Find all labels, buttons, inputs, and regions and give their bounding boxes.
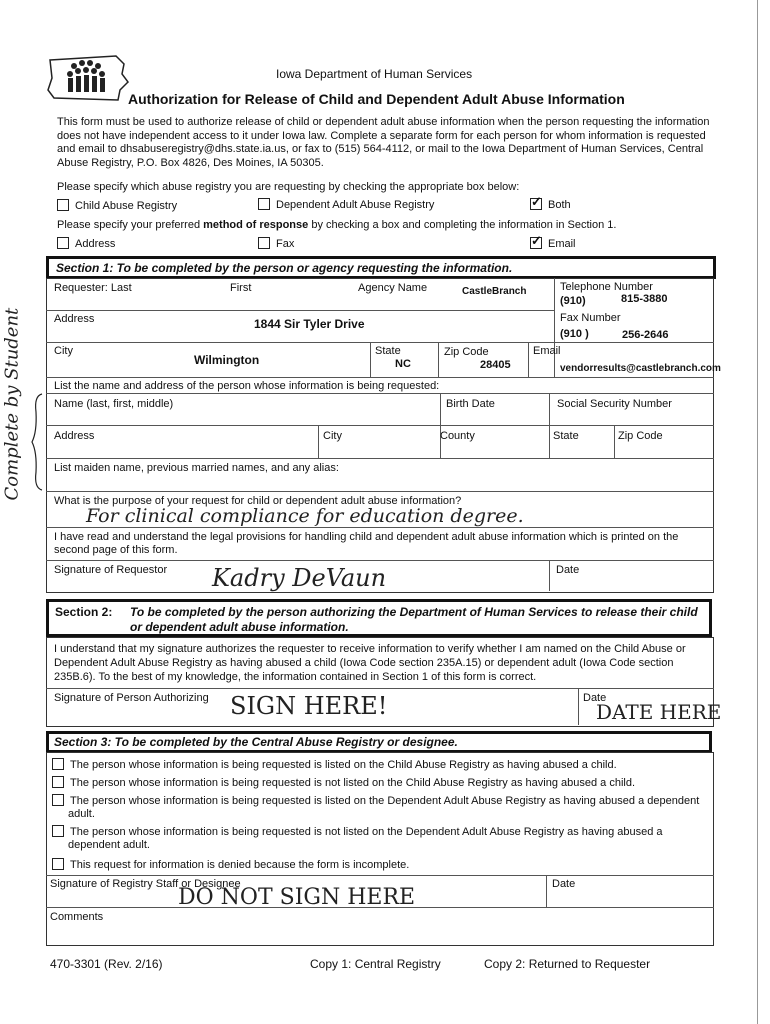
form-title: Authorization for Release of Child and Dependent Adult Abuse Information [128, 91, 625, 107]
registry-staff-date-label: Date [552, 878, 576, 890]
subject-address-label: Address [54, 430, 95, 442]
agency-name-label: Agency Name [358, 282, 428, 294]
checkbox[interactable] [52, 758, 64, 770]
margin-note: Complete by Student [1, 307, 23, 501]
subject-city-label: City [323, 430, 342, 442]
legal-provisions-text: I have read and understand the legal provisions for handling child and dependent adult abuse information which is printed on the second page of this form. [54, 531, 679, 556]
registry-result-item[interactable]: The person whose information is being requested is not listed on the Dependent Adult Abuse Registry as having abused a dependent adult. [52, 825, 698, 852]
registry-result-item[interactable]: This request for information is denied because the form is incomplete. [52, 858, 702, 872]
response-fax-option[interactable]: Fax [258, 237, 294, 251]
registry-adult-option[interactable]: Dependent Adult Abuse Registry [258, 198, 434, 212]
checkbox[interactable] [258, 198, 270, 210]
zip-code-value[interactable]: 28405 [480, 359, 511, 371]
authorizing-date[interactable]: DATE HERE [596, 700, 722, 724]
agency-name-value[interactable]: CastleBranch [462, 286, 527, 297]
authorizing-signature[interactable]: SIGN HERE! [230, 692, 388, 720]
copy2-label: Copy 2: Returned to Requester [484, 957, 651, 971]
checkbox-checked[interactable] [530, 237, 542, 249]
subject-prompt: List the name and address of the person whose information is being requested: [54, 380, 440, 392]
email-label: Email [533, 345, 561, 357]
section2-consent-text: I understand that my signature authorizes the requester to receive information to verify whether I am named on the Child Abuse or Dependent Adult Abuse Registry as having abused a child (Iowa Code section 235A.15) or dependent adult (Iowa Code section 235B.6). To the best of my knowledge, the information contained in Section 1 of this form is correct. [54, 643, 686, 683]
purpose-handwritten-value[interactable]: For clinical compliance for education degree. [86, 505, 524, 527]
comments-label: Comments [50, 911, 104, 923]
section2-header: Section 2: To be completed by the person authorizing the Department of Human Services to release their child or dependent adult abuse information. [46, 599, 712, 637]
requestor-signature[interactable]: Kadry DeVaun [212, 564, 387, 592]
registry-result-item[interactable]: The person whose information is being requested is not listed on the Child Abuse Registry as having abused a child. [52, 776, 702, 790]
telephone-area-code[interactable]: (910) [560, 295, 586, 307]
address-label: Address [54, 313, 95, 325]
department-name: Iowa Department of Human Services [276, 67, 473, 81]
telephone-label: Telephone Number [560, 281, 653, 293]
checkbox[interactable] [52, 825, 64, 837]
requestor-signature-label: Signature of Requestor [54, 564, 168, 576]
fax-label: Fax Number [560, 312, 621, 324]
authorizing-signature-label: Signature of Person Authorizing [54, 692, 209, 704]
subject-name-label: Name (last, first, middle) [54, 398, 174, 410]
response-prompt: Please specify your preferred method of response by checking a box and completing the information in Section 1. [57, 219, 617, 231]
address-value[interactable]: 1844 Sir Tyler Drive [254, 317, 365, 331]
registry-child-option[interactable]: Child Abuse Registry [57, 199, 177, 213]
telephone-number[interactable]: 815-3880 [621, 293, 668, 305]
intro-text: This form must be used to authorize release of child or dependent adult abuse information when the person requesting the information does not have independent access to it under Iowa law. Complete a separate form for each person for whom information is requested and email to dhsabuseregistry@dhs.state.ia.us, or fax to (515) 564-4112, or mail to the Iowa Department of Human Services, Central Abuse Registry, P.O. Box 4826, Des Moines, IA 50305. [57, 116, 710, 169]
zip-code-label: Zip Code [444, 346, 489, 358]
authorizing-date-label: Date [583, 692, 607, 704]
registry-both-option[interactable]: ✓ Both [530, 198, 571, 212]
checkbox[interactable] [52, 858, 64, 870]
checkbox[interactable] [52, 794, 64, 806]
state-label: State [375, 345, 401, 357]
registry-staff-signature[interactable]: DO NOT SIGN HERE [178, 885, 416, 910]
checkbox[interactable] [52, 776, 64, 788]
section3-header: Section 3: To be completed by the Central Abuse Registry or designee. [46, 731, 712, 753]
subject-state-label: State [553, 430, 579, 442]
registry-staff-signature-label: Signature of Registry Staff or Designee [50, 878, 241, 890]
maiden-names-label: List maiden name, previous married names, and any alias: [54, 462, 339, 474]
copy1-label: Copy 1: Central Registry [310, 957, 441, 971]
section1-header: Section 1: To be completed by the person or agency requesting the information. [46, 256, 716, 279]
margin-bracket [30, 392, 44, 492]
registry-result-item[interactable]: The person whose information is being requested is listed on the Dependent Adult Abuse Registry as having abused a dependent adult. [52, 794, 723, 821]
checkbox[interactable] [57, 199, 69, 211]
county-label: County [440, 430, 475, 442]
response-email-option[interactable]: ✓ Email [530, 237, 576, 251]
city-label: City [54, 345, 73, 357]
registry-prompt: Please specify which abuse registry you are requesting by checking the appropriate box below: [57, 181, 520, 193]
registry-result-item[interactable]: The person whose information is being requested is listed on the Child Abuse Registry as having abused a child. [52, 758, 702, 772]
city-value[interactable]: Wilmington [194, 353, 260, 367]
first-name-label: First [230, 282, 252, 294]
purpose-label: What is the purpose of your request for child or dependent adult abuse information? [54, 495, 462, 507]
form-number: 470-3301 (Rev. 2/16) [50, 957, 163, 971]
fax-number[interactable]: 256-2646 [622, 329, 669, 341]
email-value[interactable]: vendorresults@castlebranch.com [560, 363, 721, 374]
ssn-label: Social Security Number [557, 398, 672, 410]
subject-zip-label: Zip Code [618, 430, 663, 442]
checkbox-checked[interactable] [530, 198, 542, 210]
fax-area-code[interactable]: (910 ) [560, 328, 589, 340]
state-value[interactable]: NC [395, 358, 411, 370]
response-address-option[interactable]: Address [57, 237, 115, 251]
birth-date-label: Birth Date [446, 398, 495, 410]
iowa-dhs-logo [46, 52, 130, 104]
requester-last-label: Requester: Last [54, 282, 132, 294]
requestor-date-label: Date [556, 564, 580, 576]
checkbox[interactable] [57, 237, 69, 249]
checkbox[interactable] [258, 237, 270, 249]
